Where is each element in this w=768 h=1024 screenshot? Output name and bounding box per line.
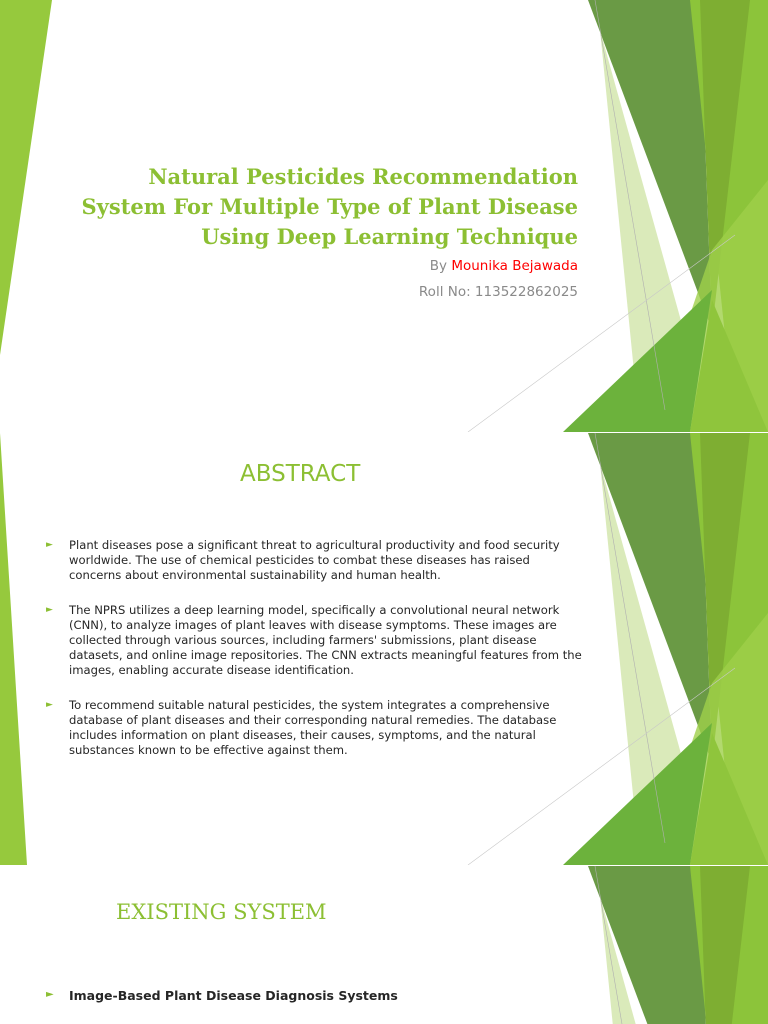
triangle-bullet-icon: ► (46, 540, 53, 550)
list-item (46, 538, 582, 583)
list-item (46, 988, 398, 1003)
title-line: Natural Pesticides Recommendation (148, 164, 578, 189)
triangle-bullet-icon: ► (46, 700, 53, 710)
existing-system-heading: EXISTING SYSTEM (116, 900, 327, 924)
bullet-text: To recommend suitable natural pesticides, the system integrates a comprehensive database of plant diseases and their corresponding natural remedies. The database includes information on plant diseases, their causes, symptoms, and the natural substances known to be effective against them. (69, 698, 557, 757)
existing-system-slide (0, 866, 768, 1024)
list-item (46, 603, 582, 678)
abstract-bullet-list (46, 538, 582, 778)
list-item (46, 698, 582, 758)
roll-number: Roll No: 113522862025 (418, 284, 578, 300)
bullet-text: Plant diseases pose a significant threat to agricultural productivity and food security worldwide. The use of chemical pesticides to combat these diseases has raised concerns about environmental sustainability and human health. (69, 538, 560, 582)
abstract-slide (0, 433, 768, 865)
presentation-title (58, 162, 578, 252)
title-line: Using Deep Learning Technique (201, 224, 578, 249)
title-line: System For Multiple Type of Plant Disease (81, 194, 578, 219)
abstract-heading: ABSTRACT (240, 461, 361, 487)
triangle-bullet-icon: ► (46, 989, 54, 1000)
author-name: Mounika Bejawada (451, 258, 578, 274)
bullet-text: The NPRS utilizes a deep learning model, specifically a convolutional neural network (CNN), to analyze images of plant leaves with disease symptoms. These images are collected through various sources, including farmers' submissions, plant disease datasets, and online image repositories. The CNN extracts meaningful features from the images, enabling accurate disease identification. (69, 603, 582, 677)
triangle-bullet-icon: ► (46, 605, 53, 615)
by-prefix: By (429, 258, 452, 274)
bullet-text: Image-Based Plant Disease Diagnosis Systems (69, 988, 398, 1003)
title-slide (0, 0, 768, 432)
byline (430, 258, 578, 274)
